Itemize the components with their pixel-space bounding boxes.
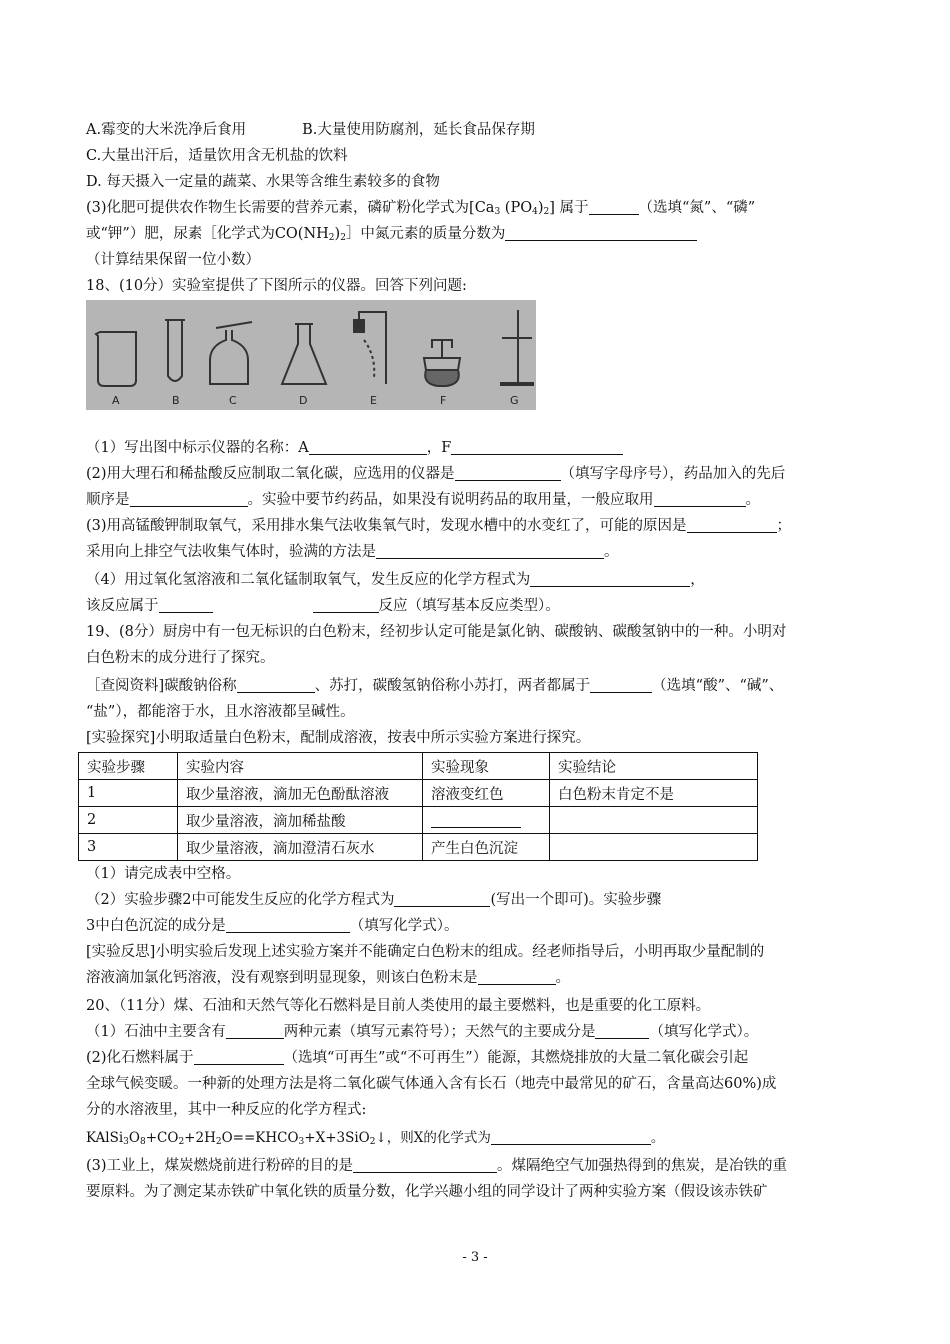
lab-apparatus-figure <box>86 300 536 410</box>
figure-label-e: E <box>370 394 377 407</box>
page-number: - 3 - <box>462 1250 488 1265</box>
table-cell: 2 <box>79 807 178 834</box>
table-row <box>79 780 758 807</box>
apparatus-drawing <box>86 300 536 410</box>
q18-3-line1: (3)用高锰酸钾制取氧气，采用排水集气法收集氧气时，发现水槽中的水变红了，可能的原因是 ； <box>86 518 792 534</box>
figure-label-g: G <box>510 394 519 407</box>
option-a-line <box>86 120 535 140</box>
stopper-icon <box>354 320 364 332</box>
q19-research-line2: “盐”），都能溶于水，且水溶液都呈碱性。 <box>86 704 355 720</box>
q19-reflect-line2: 溶液滴加氯化钙溶液，没有观察到明显现象，则该白色粉末是 。 <box>86 970 570 986</box>
q20-title: 20、（11分）煤、石油和天然气等化石燃料是目前人类使用的最主要燃料，也是重要的化工原料。 <box>86 998 711 1014</box>
option-a: A.霉变的大米洗净后食用 <box>86 122 247 138</box>
answer-blank[interactable] <box>589 198 639 215</box>
answer-blank[interactable] <box>590 676 652 693</box>
table-cell: 1 <box>79 780 178 807</box>
alcohol-lamp-icon <box>425 370 459 386</box>
table-row <box>79 834 758 861</box>
answer-blank[interactable] <box>431 811 521 828</box>
table-cell: 3 <box>79 834 178 861</box>
q17-3-line1: (3)化肥可提供农作物生长需要的营养元素，磷矿粉化学式为[$Ca_3$ $(PO_4)_2$] 属于 （选填“氮”、“磷” <box>86 200 756 217</box>
answer-blank[interactable] <box>687 516 777 533</box>
table-cell: 取少量溶液，滴加稀盐酸 <box>178 807 423 834</box>
answer-blank[interactable] <box>595 1022 649 1039</box>
q20-2-line2: 全球气候变暖。一种新的处理方法是将二氧化碳气体通入含有长石（地壳中最常见的矿石，含量高达60%)成 <box>86 1076 777 1092</box>
table-header: 实验步骤 <box>79 753 178 780</box>
answer-blank[interactable] <box>654 490 746 507</box>
option-d: D. 每天摄入一定量的蔬菜、水果等含维生素较多的食物 <box>86 174 440 190</box>
q20-1: （1）石油中主要含有 两种元素（填写元素符号）；天然气的主要成分是 （填写化学式）。 <box>86 1024 759 1040</box>
figure-label-a: A <box>112 394 120 407</box>
table-header: 实验结论 <box>550 753 758 780</box>
answer-blank[interactable] <box>353 1156 497 1173</box>
q17-3-line2: 或“钾”）肥，尿素［化学式为$CO(NH_2)_2]$中氮元素的质量分数为 <box>86 224 697 248</box>
table-cell: 白色粉末肯定不是 <box>550 780 758 807</box>
table-cell: 产生白色沉淀 <box>423 834 550 861</box>
answer-blank[interactable] <box>130 490 248 507</box>
q19-explore: [实验探究]小明取适量白色粉末，配制成溶液，按表中所示实验方案进行探究。 <box>86 730 591 746</box>
table-header: 实验内容 <box>178 753 423 780</box>
option-c: C.大量出汗后，适量饮用含无机盐的饮料 <box>86 148 348 164</box>
table-cell <box>550 807 758 834</box>
q19-1: （1）请完成表中空格。 <box>86 866 241 882</box>
table-cell: 取少量溶液，滴加澄清石灰水 <box>178 834 423 861</box>
answer-blank[interactable] <box>530 570 690 587</box>
q18-4-line2: 该反应属于 反应（填写基本反应类型）。 <box>86 598 560 614</box>
q20-2-line3: 分的水溶液里，其中一种反应的化学方程式: <box>86 1102 367 1118</box>
q17-3-note: （计算结果保留一位小数） <box>86 252 260 268</box>
q20-3-line1: (3)工业上，煤炭燃烧前进行粉碎的目的是 。煤隔绝空气加强热得到的焦炭，是冶铁的重 <box>86 1158 788 1174</box>
answer-blank[interactable] <box>313 596 379 613</box>
answer-blank[interactable] <box>226 916 350 933</box>
q19-intro: 白色粉末的成分进行了探究。 <box>86 650 275 666</box>
answer-blank[interactable] <box>159 596 213 613</box>
answer-blank[interactable] <box>455 464 561 481</box>
figure-label-f: F <box>440 394 447 407</box>
beaker-icon <box>96 332 136 386</box>
answer-blank[interactable] <box>226 1022 284 1039</box>
figure-label-d: D <box>299 394 308 407</box>
experiment-table <box>78 752 758 861</box>
q18-title: 18、(10分）实验室提供了下图所示的仪器。回答下列问题: <box>86 278 467 294</box>
table-cell: 取少量溶液，滴加无色酚酞溶液 <box>178 780 423 807</box>
answer-blank[interactable] <box>194 1048 284 1065</box>
answer-blank[interactable] <box>237 676 315 693</box>
q19-2-line2: 3中白色沉淀的成分是 （填写化学式）。 <box>86 918 459 934</box>
table-cell <box>550 834 758 861</box>
q18-2-line1: (2)用大理石和稀盐酸反应制取二氧化碳，应选用的仪器是 （填写字母序号），药品加入的先后 <box>86 466 786 482</box>
q19-research-line1: ［查阅资料]碳酸钠俗称 、苏打，碳酸氢钠俗称小苏打，两者都属于 （选填“酸”、“碱”、 <box>86 678 784 694</box>
answer-blank[interactable] <box>505 224 697 241</box>
table-header-row <box>79 753 758 780</box>
table-cell <box>423 807 550 834</box>
answer-blank[interactable] <box>478 968 556 985</box>
option-b: B.大量使用防腐剂，延长食品保存期 <box>302 122 535 138</box>
q19-title: 19、(8分）厨房中有一包无标识的白色粉末，经初步认定可能是氯化钠、碳酸钠、碳酸氢钠中的一种。小明对 <box>86 624 787 640</box>
conical-flask-icon <box>282 324 326 384</box>
glass-plate-icon <box>216 322 252 328</box>
answer-blank[interactable] <box>394 890 490 907</box>
q18-1: （1）写出图中标示仪器的名称：A ，F <box>86 438 623 458</box>
answer-blank[interactable] <box>376 542 604 559</box>
q18-4-line1: （4）用过氧化氢溶液和二氧化锰制取氧气，发生反应的化学方程式为 ， <box>86 572 705 588</box>
q18-3-line2: 采用向上排空气法收集气体时，验满的方法是 。 <box>86 544 619 560</box>
answer-blank[interactable] <box>451 438 623 455</box>
table-row <box>79 807 758 834</box>
q20-2-line1: (2)化石燃料属于 （选填“可再生”或“不可再生”）能源，其燃烧排放的大量二氧化碳会引起 <box>86 1050 749 1066</box>
q19-2-line1: （2）实验步骤2中可能发生反应的化学方程式为 (写出一个即可)。实验步骤 <box>86 892 662 908</box>
gas-bottle-icon <box>210 330 248 384</box>
q20-2-equation: $KAlSi_3O_8+CO_2+2H_2O==KHCO_3+X+3SiO_2↓$，则X的化学式为 。 <box>86 1130 665 1147</box>
q19-reflect-line1: [实验反思]小明实验后发现上述实验方案并不能确定白色粉末的组成。经老师指导后，小明再取少量配制的 <box>86 944 765 960</box>
figure-label-b: B <box>172 394 180 407</box>
answer-blank[interactable] <box>491 1128 651 1145</box>
figure-label-c: C <box>229 394 237 407</box>
answer-blank[interactable] <box>309 438 427 455</box>
q20-3-line2: 要原料。为了测定某赤铁矿中氧化铁的质量分数，化学兴趣小组的同学设计了两种实验方案（假设该赤铁矿 <box>86 1184 768 1200</box>
test-tube-icon <box>168 320 182 381</box>
q18-2-line2: 顺序是 。实验中要节约药品，如果没有说明药品的取用量，一般应取用 。 <box>86 492 760 508</box>
table-cell: 溶液变红色 <box>423 780 550 807</box>
table-header: 实验现象 <box>423 753 550 780</box>
